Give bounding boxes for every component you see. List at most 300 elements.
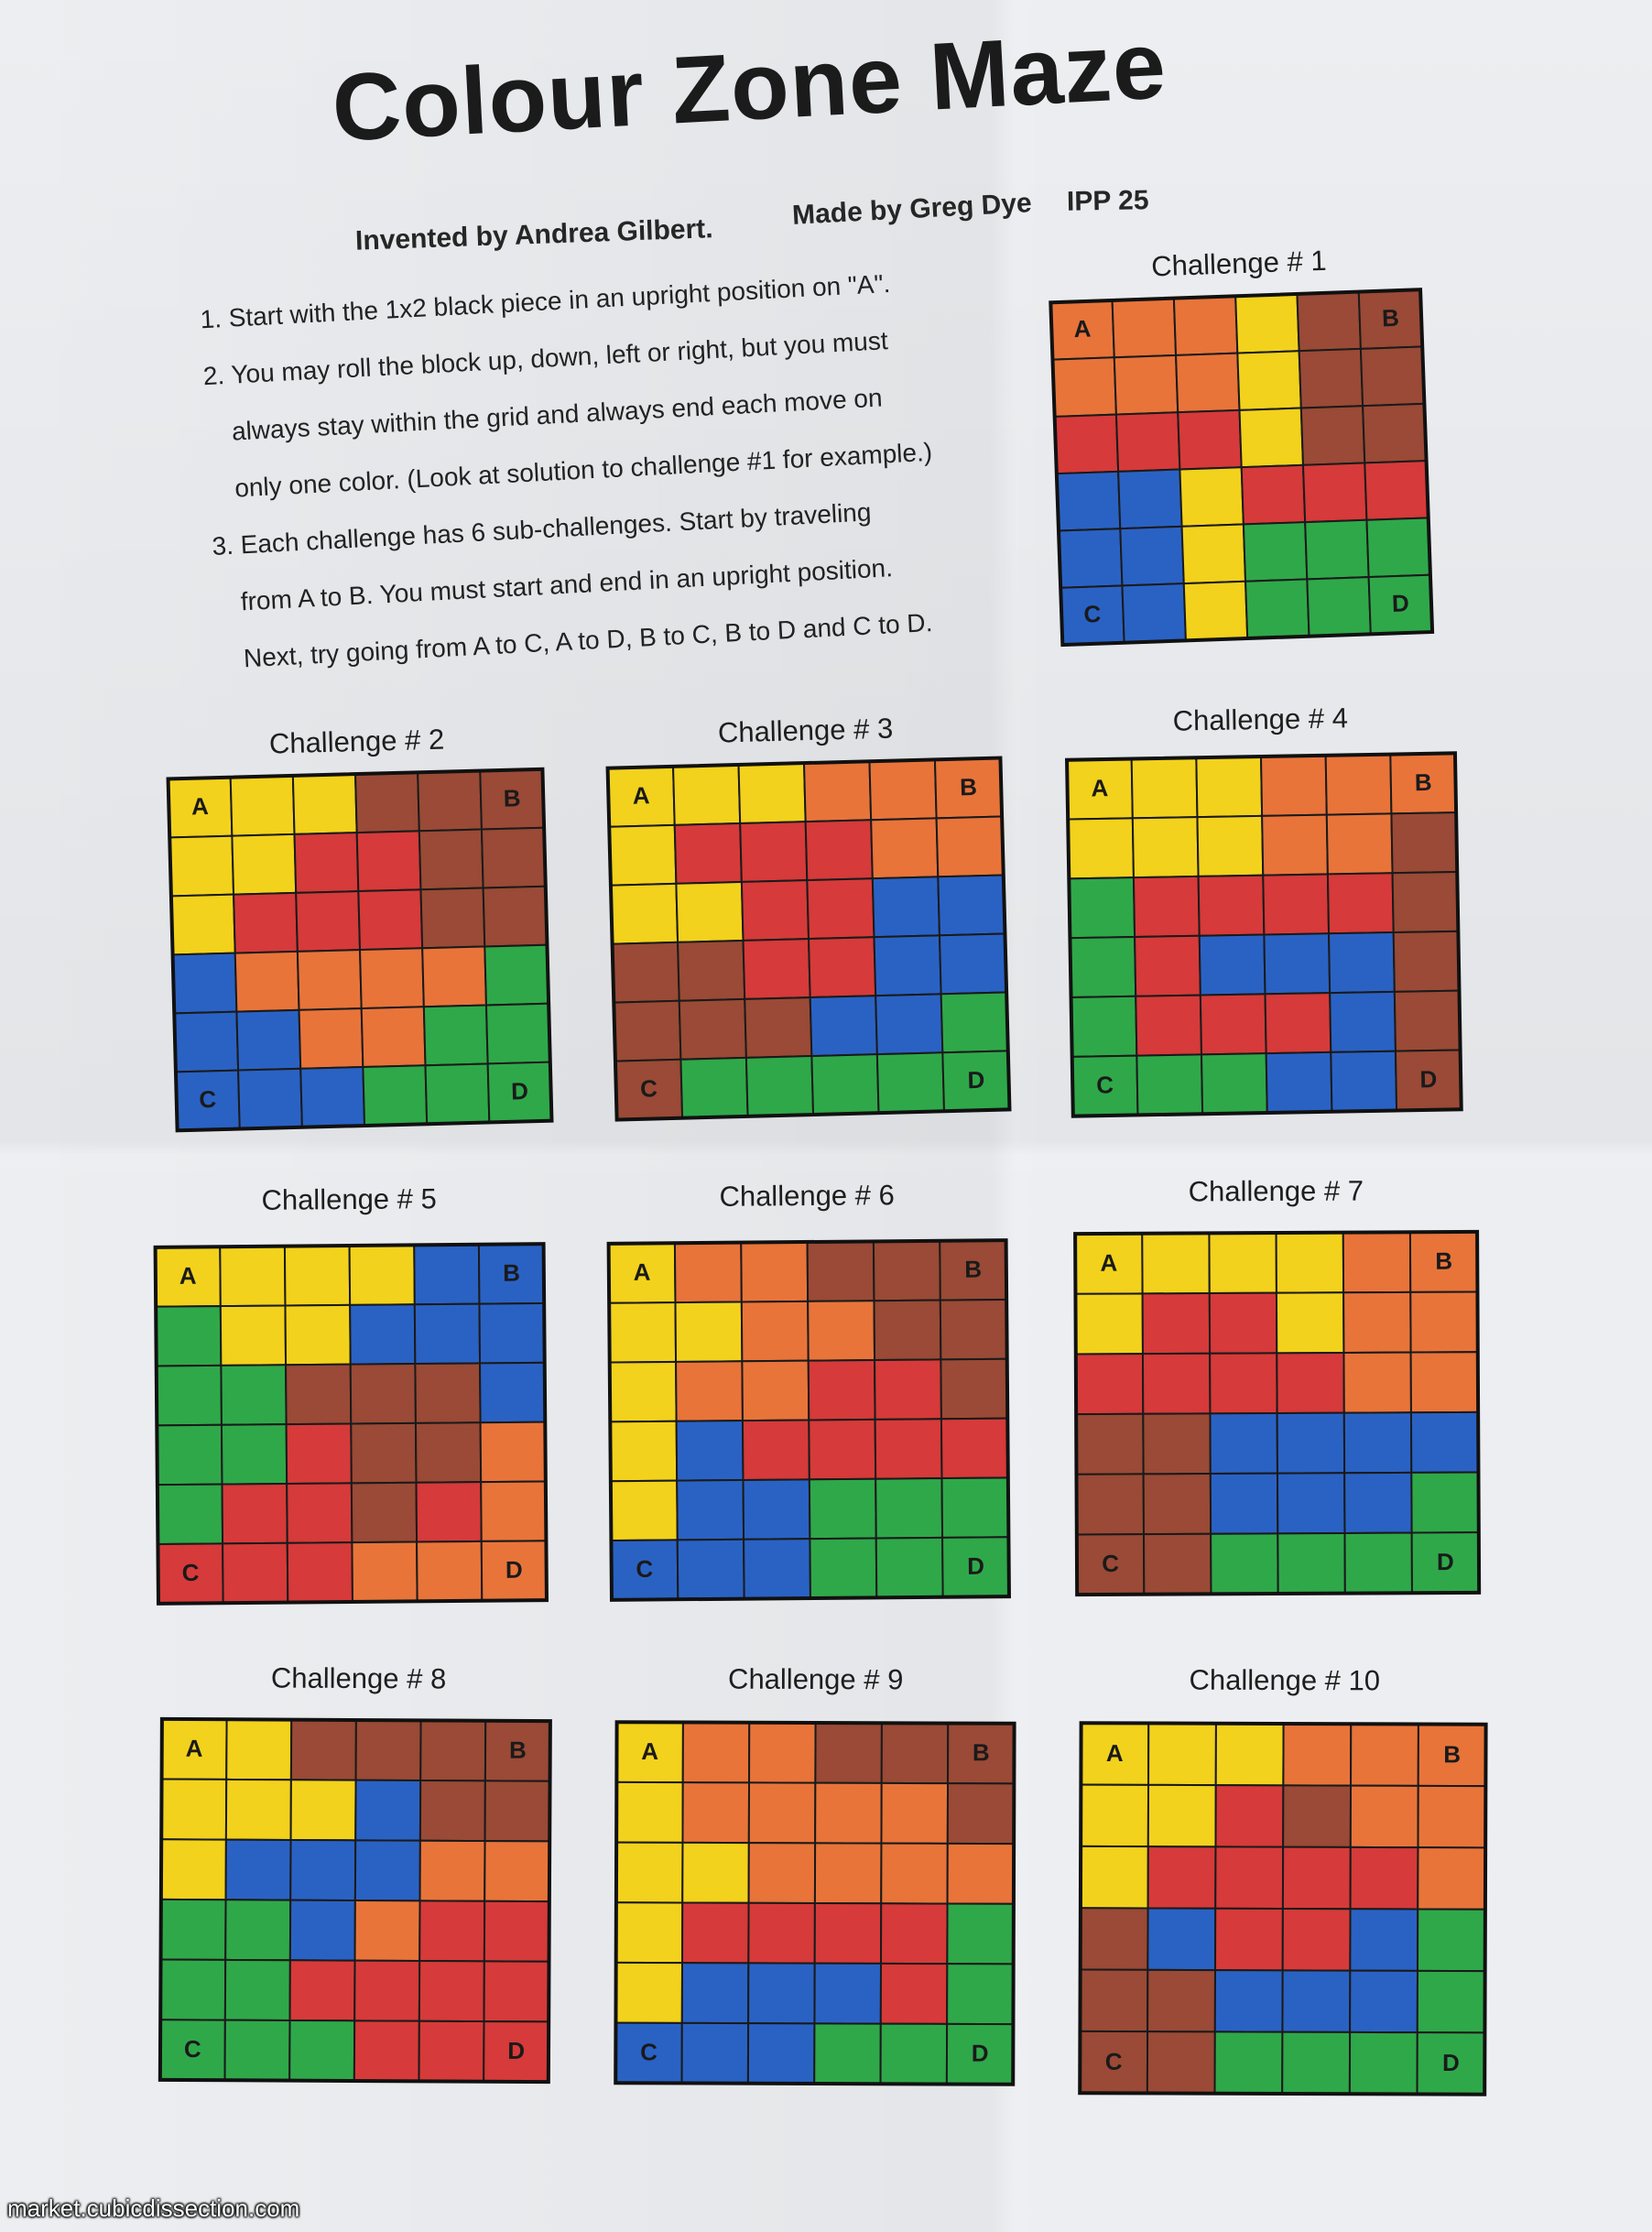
grid-cell: [1410, 1292, 1478, 1353]
grid-cell: [1350, 1971, 1418, 2033]
grid-cell: [1199, 876, 1265, 936]
grid-cell: [1418, 1971, 1485, 2033]
grid-cell: [1351, 1724, 1418, 1786]
grid-cell: [609, 825, 676, 886]
grid-cell: [815, 1783, 882, 1844]
grid-cell: [422, 946, 486, 1007]
corner-label-b: B: [502, 1258, 521, 1287]
grid-cell: [869, 759, 936, 820]
grid-cell: [1134, 876, 1200, 937]
challenge-grid: [604, 755, 1012, 1122]
corner-label-b: B: [503, 784, 521, 812]
grid-cell: [616, 1843, 683, 1903]
grid-cell: [161, 1780, 226, 1840]
grid-cell: [742, 1361, 809, 1421]
grid-cell: [941, 1419, 1008, 1478]
challenge-panel: [1077, 1663, 1491, 2105]
grid-cell: [1211, 1533, 1278, 1594]
grid-cell: [352, 1542, 417, 1602]
grid-cell: [1343, 1292, 1411, 1353]
grid-cell: [226, 1840, 291, 1900]
grid-cell: [742, 1301, 809, 1361]
grid-cell: [289, 2020, 354, 2081]
grid-cell: [1174, 296, 1237, 355]
grid-cell: [615, 1963, 682, 2023]
grid-cell: [291, 1780, 356, 1840]
corner-label-a: A: [1105, 1739, 1124, 1768]
grid-cell: [158, 1485, 223, 1544]
grid-cell: [169, 836, 234, 897]
grid-cell: [744, 1539, 810, 1598]
grid-cell: [675, 1243, 742, 1302]
corner-label-c: C: [1102, 1549, 1120, 1578]
grid-cell: [748, 1903, 815, 1964]
grid-cell: [1394, 931, 1460, 992]
grid-cell: [874, 935, 940, 996]
grid-cell: [1143, 1293, 1211, 1354]
challenge-caption: Challenge # 3: [717, 712, 894, 749]
grid-cell: [1240, 408, 1303, 468]
grid-cell: [1215, 1785, 1283, 1847]
grid-cell: [1350, 1909, 1418, 1971]
grid-cell: [420, 1720, 485, 1780]
grid-cell: [414, 1245, 479, 1304]
grid-cell: [871, 818, 938, 878]
grid-cell: [287, 1423, 352, 1483]
grid-cell: [1343, 1353, 1411, 1413]
grid-cell: [351, 1364, 416, 1423]
grid-cell: [881, 1844, 948, 1904]
grid-cell: [1330, 992, 1396, 1052]
grid-cell: [1068, 818, 1134, 878]
corner-label-d: D: [971, 2039, 989, 2067]
grid-cell: [1135, 936, 1201, 996]
grid-cell: [1179, 467, 1243, 527]
grid-cell: [358, 889, 422, 950]
grid-cell: [743, 1420, 810, 1479]
grid-cell: [1266, 993, 1331, 1053]
grid-cell: [811, 1054, 878, 1115]
grid-cell: [355, 772, 419, 833]
grid-cell: [1331, 1051, 1397, 1112]
grid-cell: [171, 895, 235, 955]
inventor-credit: Invented by Andrea Gilbert.: [354, 213, 714, 256]
grid-cell: [1114, 355, 1178, 415]
grid-cell: [947, 1964, 1014, 2024]
grid-cell: [1215, 1909, 1283, 1971]
grid-cell: [355, 1840, 420, 1900]
grid-cell: [419, 1961, 484, 2021]
grid-cell: [610, 1421, 677, 1481]
grid-cell: [415, 1363, 480, 1422]
grid-cell: [231, 776, 295, 836]
ipp-label: IPP 25: [1066, 185, 1149, 217]
grid-cell: [486, 1004, 550, 1064]
grid-cell: [1283, 1785, 1351, 1847]
grid-cell: [300, 1067, 364, 1127]
grid-cell: [226, 1780, 291, 1840]
grid-cell: [226, 1719, 291, 1780]
grid-cell: [741, 1242, 808, 1301]
grid-cell: [484, 1901, 549, 1962]
grid-cell: [1277, 1233, 1344, 1293]
grid-cell: [744, 997, 811, 1058]
corner-label-a: A: [1100, 1248, 1118, 1277]
grid-cell: [616, 1782, 683, 1843]
challenge-caption: Challenge # 10: [1189, 1663, 1381, 1697]
grid-cell: [1148, 1785, 1216, 1847]
challenge-grid: [606, 1237, 1012, 1603]
corner-label-c: C: [1104, 2047, 1123, 2075]
corner-label-d: D: [505, 1555, 523, 1584]
grid-cell: [355, 1780, 420, 1841]
grid-cell: [1261, 756, 1327, 816]
grid-cell: [678, 941, 744, 1001]
grid-cell: [676, 882, 743, 942]
grid-cell: [222, 1424, 287, 1484]
grid-cell: [809, 1420, 875, 1479]
grid-cell: [1136, 996, 1201, 1056]
grid-cell: [1364, 461, 1428, 520]
grid-cell: [1395, 991, 1461, 1051]
corner-label-c: C: [636, 1554, 654, 1584]
challenge-panel: [613, 1662, 1017, 2095]
grid-cell: [1235, 294, 1299, 354]
grid-cell: [1283, 1909, 1351, 1971]
grid-cell: [220, 1247, 285, 1306]
grid-cell: [1411, 1352, 1479, 1412]
grid-cell: [485, 1780, 550, 1841]
grid-cell: [350, 1245, 415, 1304]
corner-label-a: A: [179, 1261, 197, 1290]
challenge-grid: [153, 1241, 549, 1606]
challenge-grid: [158, 1716, 553, 2085]
grid-cell: [225, 1960, 290, 2020]
grid-cell: [293, 774, 357, 834]
grid-cell: [290, 1900, 355, 1961]
grid-cell: [484, 945, 549, 1006]
grid-cell: [616, 1902, 683, 1963]
grid-cell: [1075, 1293, 1143, 1354]
grid-cell: [814, 1964, 881, 2024]
grid-cell: [1136, 1054, 1202, 1115]
grid-cell: [1120, 527, 1183, 586]
challenge-panel: [152, 1181, 549, 1606]
grid-cell: [881, 1964, 948, 2024]
grid-cell: [1328, 873, 1394, 933]
grid-cell: [418, 771, 482, 832]
grid-cell: [356, 1720, 421, 1780]
grid-cell: [415, 1304, 480, 1364]
grid-cell: [1201, 994, 1266, 1054]
challenge-caption: Challenge # 8: [270, 1661, 447, 1695]
grid-cell: [1184, 582, 1247, 641]
challenge-grid: [1048, 287, 1435, 648]
grid-cell: [362, 1007, 426, 1067]
grid-cell: [749, 1782, 816, 1843]
grid-cell: [1277, 1473, 1345, 1533]
grid-cell: [420, 1780, 485, 1841]
grid-cell: [157, 1366, 222, 1425]
grid-cell: [1216, 1724, 1284, 1786]
grid-cell: [948, 1783, 1015, 1844]
grid-cell: [680, 1058, 747, 1118]
corner-label-a: A: [1091, 774, 1109, 802]
corner-label-c: C: [640, 2038, 658, 2066]
grid-cell: [810, 1479, 876, 1539]
grid-cell: [1282, 2032, 1350, 2095]
grid-cell: [223, 1543, 288, 1603]
corner-label-d: D: [966, 1552, 985, 1580]
grid-cell: [1263, 874, 1329, 934]
grid-cell: [221, 1365, 286, 1424]
grid-cell: [1071, 996, 1137, 1057]
grid-cell: [1148, 1846, 1216, 1909]
corner-label-d: D: [1442, 2049, 1460, 2077]
grid-cell: [419, 830, 484, 890]
grid-cell: [1182, 524, 1245, 583]
grid-cell: [420, 1841, 485, 1901]
corner-label-a: A: [1073, 314, 1092, 343]
grid-cell: [814, 2023, 881, 2084]
grid-cell: [484, 1961, 549, 2021]
grid-cell: [350, 1304, 415, 1364]
grid-cell: [749, 1723, 816, 1783]
grid-cell: [1307, 577, 1370, 637]
grid-cell: [740, 822, 807, 882]
grid-cell: [1283, 1847, 1351, 1910]
grid-cell: [613, 942, 679, 1003]
grid-cell: [1209, 1233, 1277, 1293]
challenge-caption: Challenge # 9: [728, 1662, 904, 1696]
grid-cell: [815, 1903, 882, 1964]
grid-cell: [1201, 1053, 1267, 1114]
grid-cell: [156, 1306, 221, 1366]
grid-cell: [1344, 1412, 1412, 1473]
grid-cell: [1244, 522, 1307, 582]
grid-cell: [1147, 1908, 1215, 1970]
challenge-panel: [605, 1178, 1012, 1603]
grid-cell: [419, 2021, 484, 2082]
grid-cell: [876, 1538, 943, 1597]
grid-cell: [937, 816, 1004, 876]
challenge-grid: [613, 1719, 1016, 2087]
grid-cell: [1363, 404, 1426, 463]
grid-cell: [948, 1844, 1015, 1904]
grid-cell: [682, 1963, 749, 2023]
corner-label-b: B: [1435, 1247, 1453, 1275]
grid-cell: [360, 948, 424, 1008]
grid-cell: [875, 1359, 941, 1419]
grid-cell: [804, 761, 871, 822]
grid-cell: [1055, 415, 1118, 474]
challenge-caption: Challenge # 5: [261, 1182, 437, 1216]
grid-cell: [1299, 349, 1363, 408]
grid-cell: [1264, 933, 1330, 994]
challenge-caption: Challenge # 2: [268, 723, 445, 760]
grid-cell: [1305, 520, 1368, 580]
grid-cell: [1122, 583, 1185, 643]
grid-cell: [675, 823, 742, 884]
grid-cell: [875, 994, 942, 1054]
grid-cell: [938, 875, 1005, 935]
grid-cell: [744, 1479, 810, 1539]
grid-cell: [1329, 932, 1395, 993]
grid-cell: [1176, 354, 1239, 413]
grid-cell: [1393, 872, 1459, 932]
grid-cell: [481, 1481, 546, 1541]
grid-cell: [480, 1363, 545, 1422]
corner-label-b: B: [964, 1255, 983, 1283]
grid-cell: [611, 884, 678, 944]
challenge-panel: [603, 709, 1017, 1131]
grid-cell: [679, 999, 746, 1060]
grid-cell: [1070, 937, 1136, 997]
grid-cell: [232, 834, 296, 895]
challenge-caption: Challenge # 6: [719, 1179, 895, 1213]
grid-cell: [1418, 1786, 1485, 1848]
grid-cell: [1059, 528, 1122, 588]
grid-cell: [806, 820, 873, 880]
grid-cell: [1210, 1413, 1277, 1474]
grid-cell: [238, 1069, 302, 1129]
grid-cell: [363, 1065, 427, 1126]
grid-cell: [744, 939, 810, 999]
grid-cell: [161, 1900, 226, 1960]
grid-cell: [482, 828, 546, 888]
grid-cell: [746, 1056, 813, 1116]
challenge-panel: [1046, 241, 1444, 657]
challenge-caption: Challenge # 7: [1188, 1174, 1364, 1208]
corner-label-d: D: [1436, 1548, 1454, 1576]
grid-cell: [1148, 1723, 1216, 1785]
grid-cell: [161, 1839, 226, 1900]
grid-cell: [1297, 292, 1360, 352]
grid-cell: [678, 1540, 744, 1599]
grid-cell: [419, 1900, 484, 1961]
corner-label-d: D: [510, 1076, 529, 1105]
grid-cell: [1411, 1473, 1479, 1533]
grid-cell: [290, 1960, 355, 2020]
grid-cell: [1237, 351, 1300, 410]
grid-cell: [810, 996, 877, 1056]
grid-cell: [748, 1963, 815, 2023]
grid-cell: [417, 1541, 482, 1601]
corner-label-d: D: [507, 2036, 526, 2065]
grid-cell: [355, 1900, 420, 1961]
corner-label-b: B: [1381, 303, 1400, 332]
grid-cell: [942, 1477, 1009, 1537]
grid-cell: [1418, 1910, 1485, 1972]
grid-cell: [675, 1301, 742, 1361]
grid-cell: [1200, 934, 1266, 995]
corner-label-d: D: [967, 1065, 985, 1094]
grid-cell: [940, 1300, 1007, 1359]
grid-cell: [1132, 757, 1198, 818]
corner-label-d: D: [1419, 1065, 1438, 1094]
grid-cell: [1144, 1534, 1212, 1595]
grid-cell: [1057, 472, 1120, 531]
grid-cell: [1215, 2031, 1283, 2094]
grid-cell: [1197, 816, 1263, 876]
grid-cell: [354, 1961, 419, 2021]
grid-cell: [1344, 1533, 1412, 1594]
grid-cell: [352, 1483, 417, 1542]
grid-cell: [1081, 1785, 1148, 1847]
grid-cell: [1366, 517, 1429, 577]
grid-cell: [611, 1481, 678, 1541]
grid-cell: [1215, 1970, 1283, 2032]
grid-cell: [808, 1301, 875, 1360]
grid-cell: [484, 887, 548, 947]
grid-cell: [1196, 757, 1262, 817]
grid-cell: [682, 1902, 749, 1963]
grid-cell: [676, 1361, 743, 1421]
corner-label-a: A: [633, 1258, 651, 1286]
grid-cell: [223, 1484, 288, 1543]
grid-cell: [947, 1904, 1014, 1965]
corner-label-c: C: [183, 2035, 201, 2063]
grid-cell: [1215, 1846, 1283, 1909]
grid-cell: [683, 1722, 750, 1782]
corner-label-b: B: [959, 772, 978, 801]
corner-label-a: A: [185, 1734, 203, 1762]
challenge-panel: [158, 1661, 558, 2094]
grid-cell: [299, 1008, 364, 1069]
grid-cell: [940, 1359, 1007, 1419]
grid-cell: [1351, 1847, 1418, 1910]
grid-cell: [941, 992, 1008, 1052]
grid-cell: [1277, 1413, 1345, 1474]
grid-cell: [881, 1783, 948, 1844]
grid-cell: [1076, 1474, 1144, 1534]
grid-cell: [1283, 1724, 1351, 1786]
grid-cell: [1327, 813, 1393, 874]
grid-cell: [940, 933, 1006, 994]
challenge-grid: [1077, 1720, 1488, 2097]
grid-cell: [881, 1903, 948, 1964]
grid-cell: [1351, 1786, 1418, 1848]
grid-cell: [351, 1423, 416, 1483]
grid-cell: [174, 1012, 238, 1072]
grid-cell: [1277, 1353, 1344, 1413]
grid-cell: [173, 953, 237, 1014]
grid-cell: [354, 2020, 419, 2081]
corner-label-c: C: [199, 1084, 217, 1114]
corner-label-b: B: [1414, 768, 1432, 797]
grid-cell: [296, 891, 360, 952]
grid-cell: [1343, 1232, 1411, 1292]
grid-cell: [677, 1421, 744, 1480]
grid-cell: [288, 1542, 353, 1602]
challenge-grid: [1072, 1229, 1482, 1597]
grid-cell: [1242, 465, 1305, 525]
corner-label-d: D: [1391, 589, 1410, 617]
corner-label-a: A: [632, 781, 650, 810]
grid-cell: [1081, 1908, 1148, 1970]
corner-label-c: C: [181, 1558, 200, 1586]
grid-cell: [417, 1482, 482, 1541]
grid-cell: [235, 952, 299, 1012]
grid-cell: [875, 1419, 942, 1478]
grid-cell: [1080, 1970, 1147, 2032]
grid-cell: [426, 1063, 490, 1124]
corner-label-a: A: [641, 1737, 659, 1766]
grid-cell: [1303, 463, 1366, 522]
corner-label-c: C: [1095, 1071, 1114, 1099]
grid-cell: [1211, 1474, 1278, 1534]
grid-cell: [1282, 1970, 1350, 2032]
